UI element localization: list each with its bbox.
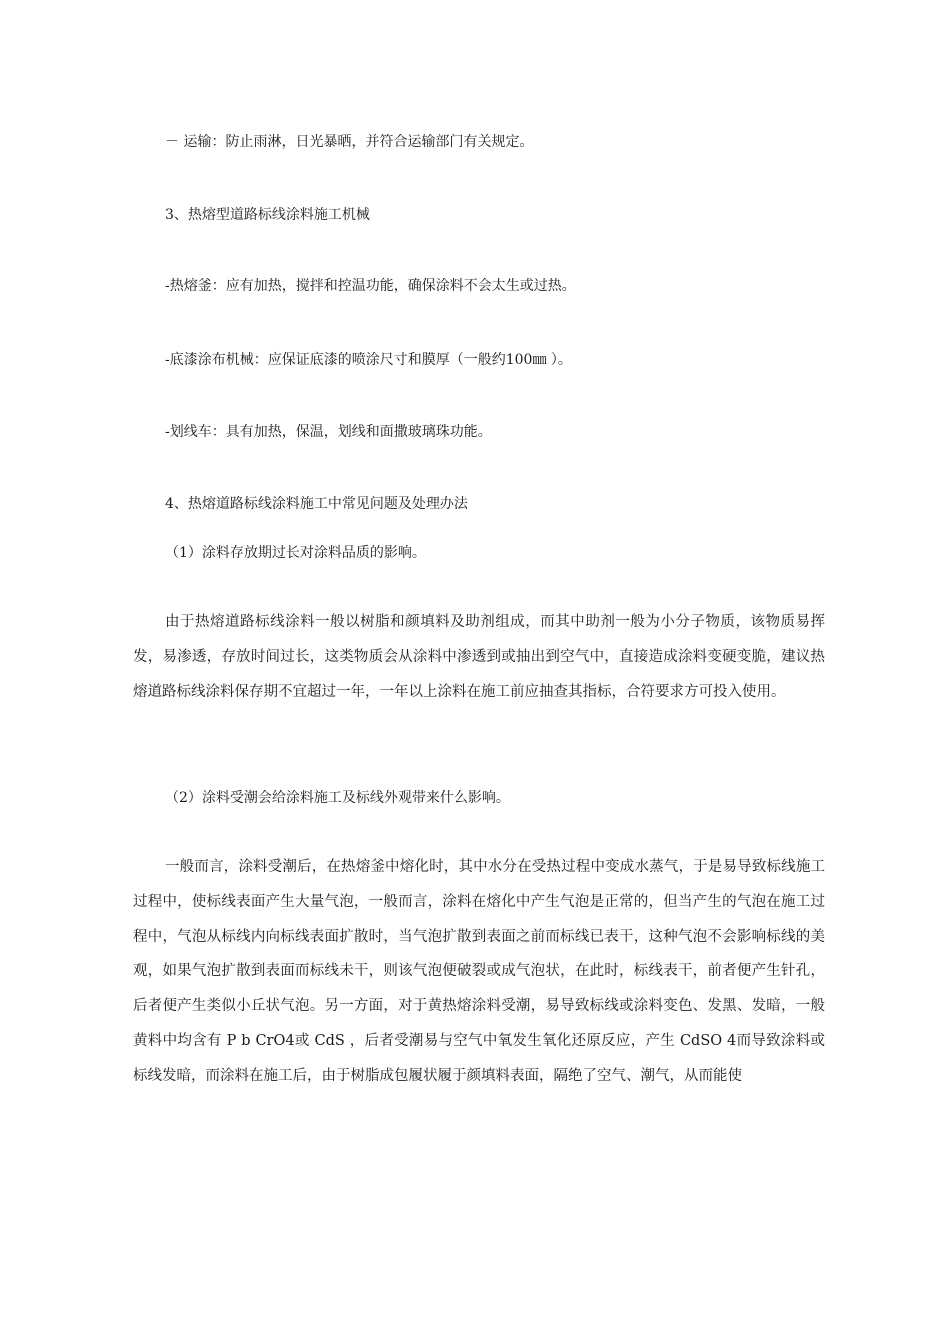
subheading-1: （1）涂料存放期过长对涂料品质的影响。 [165,545,426,561]
paragraph-moisture: 一般而言，涂料受潮后，在热熔釜中熔化时，其中水分在受热过程中变成水蒸气，于是易导致标线施工过程中，使标线表面产生大量气泡，一般而言，涂料在熔化中产生气泡是正常的，但当产生的气泡在施工过程中，气泡从标线内向标线表面扩散时，当气泡扩散到表面之前而标线已表干，这种气泡不会影响标线的美观，如果气泡扩散到表面而标线未干，则该气泡便破裂或成气泡状，在此时，标线表干，前者便产生针孔，后者便产生类似小丘状气泡。另一方面，对于黄热熔涂料受潮，易导致标线或涂料变色、发黑、发暗，一般黄料中均含有 P b CrO4或 CdS ，后者受潮易与空气中氧发生氧化还原反应，产生 CdSO 4而导致涂料或标线发暗，而涂料在施工后，由于树脂成包履状履于颜填料表面，隔绝了空气、潮气，从而能使 [133,859,825,1084]
melting-kettle-item: -热熔釜：应有加热，搅拌和控温功能，确保涂料不会太生或过热。 [165,278,576,294]
section-3-heading: 3、热熔型道路标线涂料施工机械 [165,207,370,223]
section-4-heading: 4、热熔道路标线涂料施工中常见问题及处理办法 [165,496,468,512]
marking-vehicle-item: -划线车：具有加热，保温，划线和面撒玻璃珠功能。 [165,424,492,440]
primer-machine-item: -底漆涂布机械：应保证底漆的喷涂尺寸和膜厚（一般约100㎜ ）。 [165,352,572,368]
subheading-2: （2）涂料受潮会给涂料施工及标线外观带来什么影响。 [165,790,510,806]
transport-note: － 运输：防止雨淋，日光暴晒，并符合运输部门有关规定。 [165,134,534,150]
paragraph-storage: 由于热熔道路标线涂料一般以树脂和颜填料及助剂组成，而其中助剂一般为小分子物质，该物质易挥发，易渗透，存放时间过长，这类物质会从涂料中渗透到或抽出到空气中，直接造成涂料变硬变脆，建议热熔道路标线涂料保存期不宜超过一年，一年以上涂料在施工前应抽查其指标，合符要求方可投入使用。 [133,614,825,700]
